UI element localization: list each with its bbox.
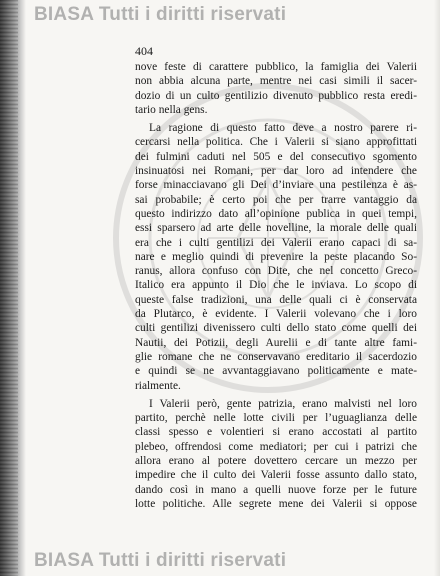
text-line: sai probabile; è certo poi che per trarre vantaggio da — [135, 193, 417, 206]
watermark-top: BIASA Tutti i diritti riservati — [34, 4, 287, 25]
text-line: lotte politiche. Alle segrete mene dei Valerii si oppose — [135, 497, 417, 510]
text-line: classi spesso e volentieri si erano accostati al partito — [135, 426, 417, 439]
text-line: rialmente. — [135, 379, 181, 392]
watermark-bottom: BIASA Tutti i diritti riservati — [34, 550, 287, 571]
text-line: forse minacciavano gli Dei d’inviare una pestilenza è as- — [135, 179, 417, 192]
text-line: tario nella gens. — [135, 103, 208, 116]
body-text — [135, 60, 417, 511]
text-line: da Plutarco, è evidente. I Valerii volevano che i loro — [135, 308, 417, 321]
text-line: ranus, allora confuso con Dite, che nel concetto Greco- — [135, 265, 417, 278]
text-line: Italico era appunto il Dio che le inviava. Lo scopo di — [135, 279, 417, 292]
text-line: non abbia alcuna parte, mentre nei casi simili il sacer- — [135, 75, 417, 88]
text-line: queste false tradizioni, una delle quali ci è conservata — [135, 293, 417, 306]
text-line: nare e meglio quindi di prevenire la peste placando So- — [135, 250, 417, 263]
text-line: questo indirizzo dato all’opinione publica in quei tempi, — [135, 207, 417, 220]
text-line: glie romane che ne conservavano ereditario il sacerdozio — [135, 350, 417, 363]
text-line: impedire che il culto dei Valerii fosse assunto dallo stato, — [135, 469, 417, 482]
paragraph-p3 — [135, 397, 417, 511]
text-line: partito, perchè nelle lotte civili per l’uguaglianza delle — [135, 412, 417, 425]
text-line: culti gentilizi divenissero culti dello stato come quelli dei — [135, 322, 417, 335]
text-line: allora erano al potere dovettero cercare un mezzo per — [135, 455, 417, 468]
text-line: era che i culti gentilizi dei Valerii erano capaci di sa- — [135, 236, 417, 249]
text-line: Nautii, dei Potizii, degli Aurelii e di tante altre fami- — [135, 336, 417, 349]
page-edge — [434, 0, 440, 576]
text-line: nove feste di carattere pubblico, la famiglia dei Valerii — [135, 61, 417, 73]
spine-scan-noise — [0, 0, 18, 576]
text-line: dando così in mano a quelli nuove forze per le future — [135, 483, 417, 496]
text-line: plebeo, offrendosi come mediatori; per cui i patrizi che — [135, 440, 417, 453]
page-number: 404 — [135, 44, 153, 58]
text-line: dozio di un culto gentilizio divenuto pubblico resta eredi- — [135, 89, 417, 102]
text-line: essi sparsero ad arte delle novelline, la morale delle quali — [135, 222, 417, 235]
text-line: dei fulmini caduti nel 505 e del consecutivo sgomento — [135, 150, 417, 163]
paragraph-p1 — [135, 60, 417, 117]
text-line: cercarsi nella politica. Che i Valerii si siano approfittati — [135, 136, 417, 149]
text-line: La ragione di questo fatto deve a nostro parere ri- — [149, 122, 417, 135]
text-line: I Valerii però, gente patrizia, erano malvisti nel loro — [149, 397, 417, 410]
text-line: insinuatosi nei Romani, per dar loro ad intendere che — [135, 165, 417, 178]
text-line: e quindi se ne avvantaggiavano politicamente e mate- — [135, 365, 417, 378]
paragraph-p2 — [135, 121, 417, 393]
